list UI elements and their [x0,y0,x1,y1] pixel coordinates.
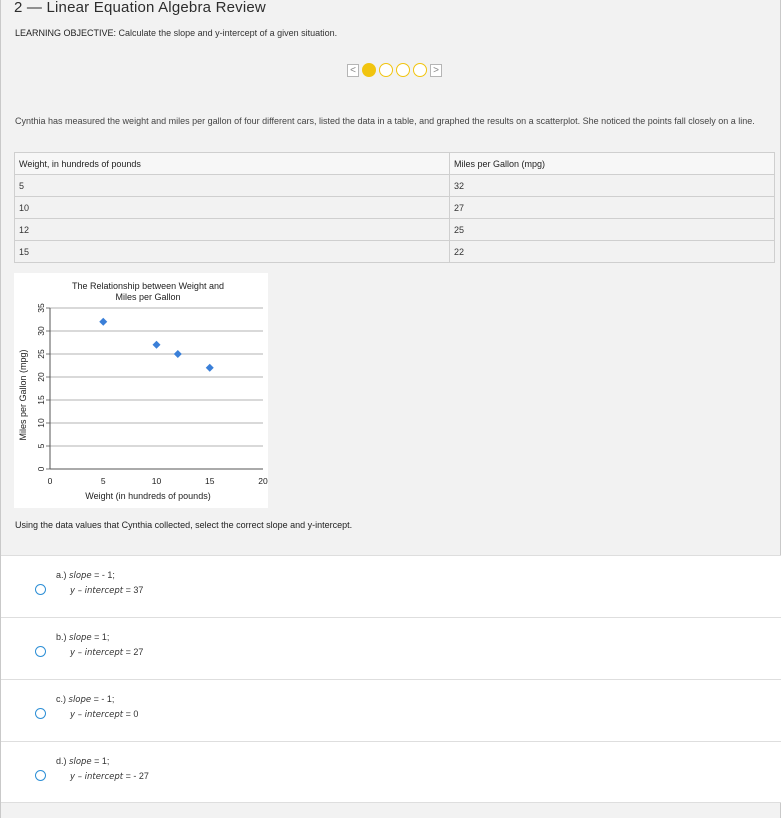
chart-y-tick-label: 20 [36,372,46,382]
chevron-right-icon[interactable]: > [430,64,442,77]
answer-slope-line [56,570,115,581]
chart-y-tick-label: 30 [36,326,46,336]
chart-y-tick-label: 35 [36,303,46,313]
learning-objective [15,28,337,38]
answer-option-c[interactable] [1,679,781,741]
pager-dot-2[interactable] [379,63,393,77]
chart-y-tick-label: 5 [36,443,46,449]
objective-text: Calculate the slope and y-intercept of a given situation. [118,28,338,38]
table-cell: 22 [450,241,775,263]
chart-data-point [174,350,182,358]
chart-data-point [99,318,107,326]
radio-button[interactable] [35,584,46,595]
intercept-value: = 37 [125,585,144,595]
intercept-value: = 27 [125,647,144,657]
intercept-label: y – intercept [70,648,124,658]
table-cell: 5 [15,175,450,197]
intercept-value: = 0 [125,709,139,719]
chart-data-point [153,341,161,349]
chart-title-line-2: Miles per Gallon [115,292,181,302]
intercept-value: = - 27 [125,771,149,781]
table-header-mpg: Miles per Gallon (mpg) [450,153,775,175]
chart-y-axis-label: Miles per Gallon (mpg) [18,349,28,441]
table-row [15,241,775,263]
table-cell: 15 [15,241,450,263]
answer-option-d[interactable] [1,741,781,803]
slope-value: = - 1; [93,694,115,704]
slope-value: = - 1; [94,570,115,580]
page-title: 2 — Linear Equation Algebra Review [14,0,266,16]
table-cell: 12 [15,219,450,241]
question-prompt: Using the data values that Cynthia collected, select the correct slope and y-intercept. [15,520,353,530]
table-cell: 32 [450,175,775,197]
chart-svg [14,273,268,508]
intercept-label: y – intercept [70,710,124,720]
slope-label: slope [69,571,92,581]
answer-intercept-line [70,585,143,596]
answer-slope-line [56,756,109,767]
chart-title-line-1: The Relationship between Weight and [72,281,224,291]
table-cell: 27 [450,197,775,219]
chart-y-tick-label: 10 [36,418,46,428]
question-pager [347,62,442,78]
table-cell: 10 [15,197,450,219]
table-row [15,219,775,241]
answer-option-b[interactable] [1,617,781,679]
answer-slope-line [56,632,109,643]
pager-dot-1[interactable] [362,63,376,77]
chart-data-point [206,364,214,372]
answer-intercept-line [70,771,149,782]
chart-y-tick-label: 25 [36,349,46,359]
answer-letter: a.) [56,570,67,580]
chevron-left-icon[interactable]: < [347,64,359,77]
slope-label: slope [69,757,92,767]
answer-slope-line [56,694,114,705]
answer-list [1,555,781,803]
answer-intercept-line [70,647,143,658]
chart-x-tick-label: 5 [100,476,106,486]
answer-intercept-line [70,709,138,720]
answer-letter: d.) [56,756,67,766]
intercept-label: y – intercept [70,772,124,782]
slope-label: slope [69,633,92,643]
chart-y-tick-label: 15 [36,395,46,405]
radio-button[interactable] [35,708,46,719]
slope-value: = 1; [94,632,110,642]
pager-dot-3[interactable] [396,63,410,77]
chart-x-tick-label: 20 [258,476,268,486]
radio-button[interactable] [35,646,46,657]
table-cell: 25 [450,219,775,241]
objective-label: LEARNING OBJECTIVE: [15,28,117,38]
chart-x-tick-label: 15 [205,476,215,486]
table-row [15,197,775,219]
scatter-chart [14,273,268,508]
chart-x-axis-label: Weight (in hundreds of pounds) [85,491,211,501]
slope-label: slope [68,695,92,705]
answer-letter: c.) [56,694,66,704]
intercept-label: y – intercept [70,586,124,596]
chart-x-tick-label: 0 [47,476,53,486]
chart-y-tick-label: 0 [36,466,46,472]
answer-option-a[interactable] [1,555,781,617]
radio-button[interactable] [35,770,46,781]
table-row [15,175,775,197]
chart-x-tick-label: 10 [151,476,162,486]
problem-intro: Cynthia has measured the weight and miles per gallon of four different cars, listed the data in a table, and graphed the results on a scatterplot. She noticed the points fall closely on a line. [15,116,755,126]
table-header-row [15,153,775,175]
slope-value: = 1; [94,756,110,766]
answer-letter: b.) [56,632,67,642]
data-table [14,152,775,263]
table-header-weight: Weight, in hundreds of pounds [15,153,450,175]
pager-dot-4[interactable] [413,63,427,77]
